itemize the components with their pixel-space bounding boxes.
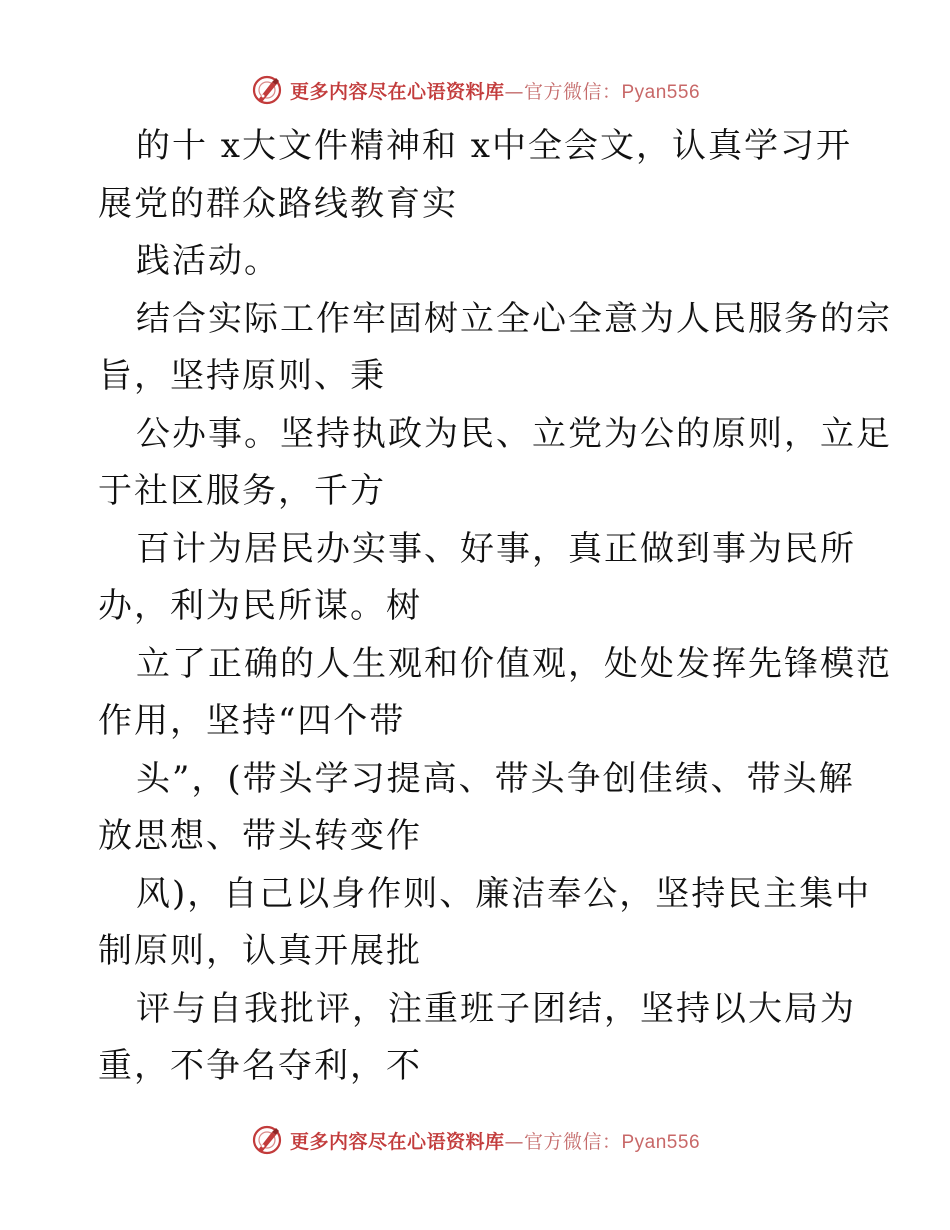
footer-banner-wechat-label: 官方微信： <box>523 1130 622 1153</box>
header-banner <box>0 70 950 110</box>
text-line: 于社区服务，千方 <box>98 471 386 511</box>
text-line: 头”，(带头学习提高、带头争创佳绩、带头解 <box>136 758 855 799</box>
footer-banner-wechat-id: Pyan556 <box>621 1131 701 1153</box>
text-line: 践活动。 <box>136 241 280 281</box>
text-line: 展党的群众路线教育实 <box>98 183 458 224</box>
text-line: 风)，自己以身作则、廉洁奉公，坚持民主集中 <box>136 873 872 914</box>
footer-banner-content <box>250 1123 700 1157</box>
text-line: 评与自我批评，注重班子团结，坚持以大局为 <box>136 988 856 1029</box>
text-line: 作用，坚持“四个带 <box>98 701 406 741</box>
pen-nib-logo-icon <box>250 1123 284 1157</box>
header-banner-site-name: 更多内容尽在心语资料库 <box>289 80 505 103</box>
text-line: 办，利为民所谋。树 <box>98 586 422 626</box>
text-line: 立了正确的人生观和价值观，处处发挥先锋模范 <box>136 643 892 684</box>
pen-nib-logo-icon <box>250 73 284 107</box>
text-line: 重，不争名夺利，不 <box>98 1046 422 1086</box>
footer-banner-text <box>290 1127 700 1154</box>
text-line: 制原则，认真开展批 <box>98 931 422 971</box>
footer-banner-dash: — <box>504 1130 524 1153</box>
header-banner-content <box>250 73 700 107</box>
header-banner-text <box>290 77 700 104</box>
footer-banner <box>0 1120 950 1160</box>
document-body <box>98 118 892 1096</box>
text-line: 结合实际工作牢固树立全心全意为人民服务的宗 <box>136 298 892 339</box>
header-banner-dash: — <box>504 80 524 103</box>
text-line: 旨，坚持原则、秉 <box>98 356 386 396</box>
text-line: 公办事。坚持执政为民、立党为公的原则，立足 <box>136 413 892 454</box>
footer-banner-site-name: 更多内容尽在心语资料库 <box>289 1130 505 1153</box>
text-line: 百计为居民办实事、好事，真正做到事为民所 <box>136 528 856 569</box>
text-line: 放思想、带头转变作 <box>98 816 422 856</box>
text-line: 的十 x大文件精神和 x中全会文，认真学习开 <box>136 126 852 166</box>
header-banner-wechat-label: 官方微信： <box>523 80 622 103</box>
header-banner-wechat-id: Pyan556 <box>621 81 701 103</box>
